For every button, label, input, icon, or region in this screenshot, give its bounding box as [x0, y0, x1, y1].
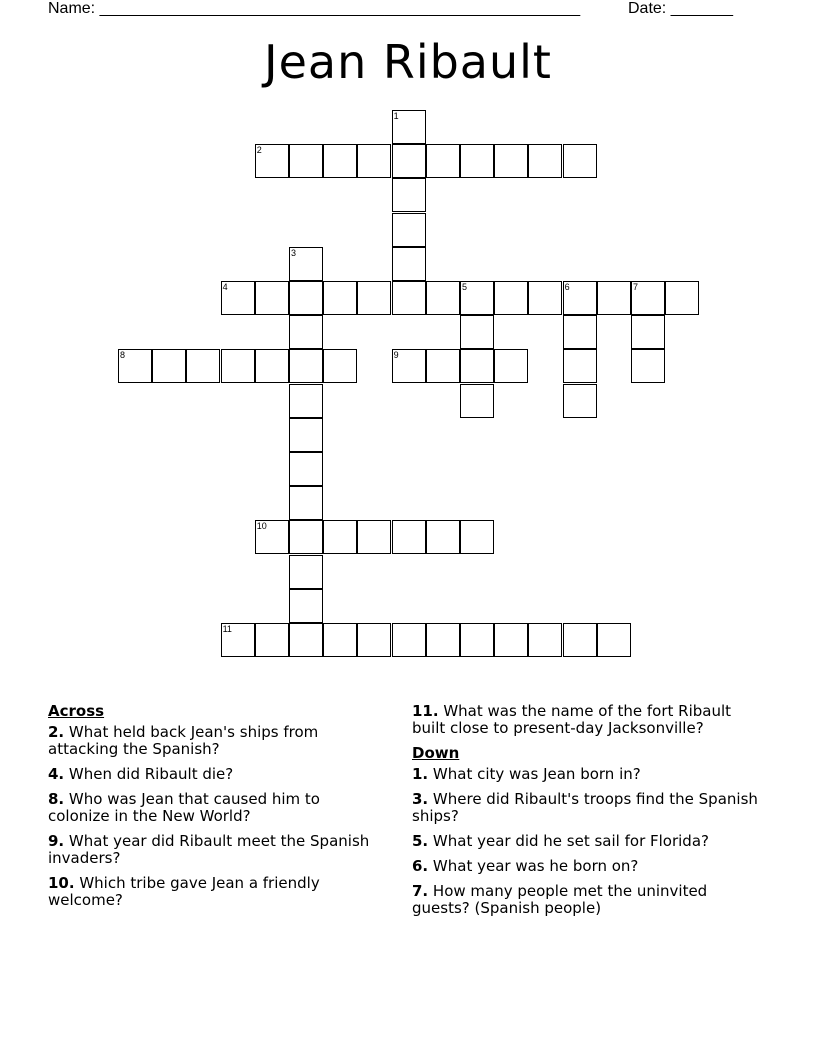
crossword-cell[interactable] [392, 144, 426, 178]
crossword-cell[interactable] [426, 520, 460, 554]
cell-number: 5 [462, 282, 468, 292]
clue-text: Which tribe gave Jean a friendly welcome? [48, 874, 320, 909]
crossword-cell[interactable] [392, 213, 426, 247]
crossword-cell[interactable] [631, 315, 665, 349]
crossword-cell[interactable] [323, 281, 357, 315]
cell-number: 11 [222, 624, 232, 634]
clue-down [412, 833, 762, 850]
clue-number: 1. [412, 765, 429, 783]
across-heading: Across [48, 702, 105, 720]
crossword-cell[interactable] [460, 623, 494, 657]
cell-number: 6 [564, 282, 570, 292]
crossword-cell[interactable] [426, 281, 460, 315]
cell-number: 4 [222, 282, 228, 292]
clue-text: When did Ribault die? [64, 765, 234, 783]
crossword-cell[interactable] [357, 520, 391, 554]
crossword-cell[interactable] [460, 315, 494, 349]
cell-number: 2 [256, 145, 262, 156]
clue-down [412, 791, 762, 825]
crossword-cell[interactable] [392, 178, 426, 212]
clues-right-column [412, 703, 762, 925]
crossword-cell[interactable] [597, 623, 631, 657]
crossword-cell[interactable] [494, 349, 528, 383]
cell-number: 3 [291, 247, 297, 258]
cell-number: 7 [633, 282, 639, 292]
crossword-cell[interactable] [426, 144, 460, 178]
crossword-cell[interactable] [323, 520, 357, 554]
crossword-cell[interactable] [563, 623, 597, 657]
crossword-cell[interactable] [426, 349, 460, 383]
clue-text: What was the name of the fort Ribault built close to present-day Jacksonville? [412, 702, 732, 737]
clue-text: What held back Jean's ships from attacking the Spanish? [48, 723, 319, 758]
crossword-cell[interactable] [289, 247, 323, 281]
cell-number: 10 [256, 521, 267, 532]
crossword-cell[interactable] [152, 349, 186, 383]
crossword-cell[interactable] [255, 144, 289, 178]
crossword-cell[interactable] [494, 281, 528, 315]
crossword-cell[interactable] [460, 144, 494, 178]
crossword-cell[interactable] [289, 623, 323, 657]
crossword-cell[interactable] [289, 144, 323, 178]
crossword-cell[interactable] [460, 281, 494, 315]
clue-number: 10. [48, 874, 75, 892]
crossword-cell[interactable] [255, 623, 289, 657]
crossword-cell[interactable] [323, 349, 357, 383]
crossword-cell[interactable] [186, 349, 220, 383]
crossword-cell[interactable] [289, 349, 323, 383]
crossword-cell[interactable] [289, 418, 323, 452]
crossword-cell[interactable] [289, 520, 323, 554]
clue-text: What year did he set sail for Florida? [428, 832, 709, 850]
clue-across [412, 703, 762, 737]
crossword-cell[interactable] [392, 281, 426, 315]
clue-text: Where did Ribault's troops find the Spanish ships? [412, 790, 758, 825]
clue-across [48, 791, 378, 825]
crossword-cell[interactable] [221, 349, 255, 383]
clue-down [412, 858, 762, 875]
clue-number: 3. [412, 790, 429, 808]
crossword-cell[interactable] [528, 623, 562, 657]
crossword-cell[interactable] [528, 281, 562, 315]
crossword-cell[interactable] [255, 349, 289, 383]
clue-down [412, 766, 762, 783]
crossword-cell[interactable] [357, 144, 391, 178]
clue-text: What city was Jean born in? [428, 765, 641, 783]
crossword-cell[interactable] [289, 281, 323, 315]
clue-number: 5. [412, 832, 429, 850]
crossword-cell[interactable] [289, 555, 323, 589]
crossword-cell[interactable] [392, 520, 426, 554]
crossword-cell[interactable] [255, 281, 289, 315]
date-field-label: Date: _______ [628, 0, 733, 17]
crossword-cell[interactable] [494, 144, 528, 178]
clue-text: How many people met the uninvited guests? (Spanish people) [412, 882, 708, 917]
clue-number: 7. [412, 882, 429, 900]
clue-across [48, 766, 378, 783]
crossword-cell[interactable] [221, 623, 255, 657]
clue-text: What year was he born on? [428, 857, 639, 875]
crossword-cell[interactable] [289, 315, 323, 349]
crossword-cell[interactable] [392, 349, 426, 383]
crossword-cell[interactable] [323, 623, 357, 657]
crossword-cell[interactable] [392, 110, 426, 144]
crossword-cell[interactable] [323, 144, 357, 178]
crossword-cell[interactable] [289, 384, 323, 418]
crossword-cell[interactable] [460, 520, 494, 554]
clues-left-column [48, 703, 378, 917]
down-heading: Down [412, 744, 460, 762]
crossword-cell[interactable] [357, 623, 391, 657]
clue-text: What year did Ribault meet the Spanish invaders? [48, 832, 370, 867]
clue-across [48, 875, 378, 909]
clue-number: 6. [412, 857, 429, 875]
clue-number: 4. [48, 765, 65, 783]
cell-number: 9 [393, 350, 399, 361]
clue-number: 11. [412, 702, 439, 720]
clue-across [48, 833, 378, 867]
crossword-cell[interactable] [289, 486, 323, 520]
crossword-cell[interactable] [563, 144, 597, 178]
crossword-cell[interactable] [460, 384, 494, 418]
crossword-cell[interactable] [597, 281, 631, 315]
crossword-cell[interactable] [563, 281, 597, 315]
crossword-cell[interactable] [563, 384, 597, 418]
name-field-label: Name: ______________________________________________________ [48, 0, 581, 17]
crossword-cell[interactable] [357, 281, 391, 315]
crossword-cell[interactable] [460, 349, 494, 383]
crossword-cell[interactable] [563, 315, 597, 349]
crossword-cell[interactable] [118, 349, 152, 383]
clue-number: 2. [48, 723, 65, 741]
crossword-cell[interactable] [631, 281, 665, 315]
crossword-cell[interactable] [426, 623, 460, 657]
clue-number: 9. [48, 832, 65, 850]
crossword-cell[interactable] [221, 281, 255, 315]
crossword-cell[interactable] [563, 349, 597, 383]
page-title: Jean Ribault [264, 35, 552, 89]
cell-number: 1 [393, 111, 399, 121]
crossword-cell[interactable] [528, 144, 562, 178]
crossword-cell[interactable] [631, 349, 665, 383]
crossword-cell[interactable] [392, 623, 426, 657]
clue-text: Who was Jean that caused him to colonize in the New World? [48, 790, 320, 825]
crossword-cell[interactable] [289, 452, 323, 486]
clue-number: 8. [48, 790, 65, 808]
cell-number: 8 [120, 350, 126, 361]
crossword-cell[interactable] [665, 281, 699, 315]
crossword-cell[interactable] [494, 623, 528, 657]
crossword-cell[interactable] [289, 589, 323, 623]
clue-across [48, 724, 378, 758]
crossword-cell[interactable] [255, 520, 289, 554]
clue-down [412, 883, 762, 917]
crossword-cell[interactable] [392, 247, 426, 281]
